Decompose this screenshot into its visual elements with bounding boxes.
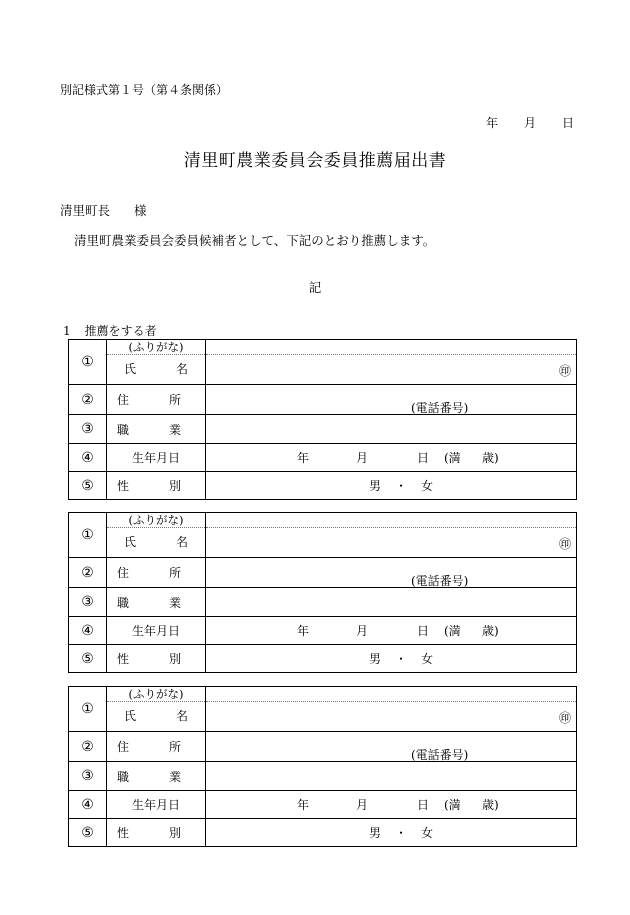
name-label-cell: [107, 340, 206, 385]
section-name: 推薦をする者: [84, 324, 157, 338]
furigana-label: (ふりがな): [107, 513, 205, 528]
name-label-cell: [107, 513, 206, 558]
occupation-field[interactable]: [206, 415, 577, 444]
birthdate-label: 生年月日: [107, 444, 206, 472]
male-option[interactable]: 男: [368, 826, 381, 840]
address-field[interactable]: [206, 558, 577, 588]
seal-icon: ㊞: [558, 364, 571, 378]
name-label: 氏 名: [123, 709, 202, 723]
sex-field[interactable]: [206, 819, 577, 847]
row-number: ①: [69, 513, 107, 558]
age-open-label: (満: [444, 624, 461, 638]
section-title: [63, 322, 157, 339]
birthdate-field[interactable]: [206, 617, 577, 645]
female-option[interactable]: 女: [421, 652, 434, 666]
row-number: ④: [69, 617, 107, 645]
ki-heading: 記: [308, 280, 322, 295]
address-row: [69, 385, 577, 415]
address-label: 住 所: [107, 385, 206, 415]
name-field[interactable]: [206, 687, 577, 732]
address-row: [69, 558, 577, 588]
birthdate-row: [69, 617, 577, 645]
birthdate-field[interactable]: [206, 444, 577, 472]
male-option[interactable]: 男: [368, 652, 381, 666]
name-label: 氏 名: [123, 535, 202, 549]
month-label: 月: [356, 451, 369, 465]
day-label: 日: [417, 624, 430, 638]
female-option[interactable]: 女: [421, 479, 434, 493]
birthdate-row: [69, 444, 577, 472]
row-number: ⑤: [69, 819, 107, 847]
seal-icon: ㊞: [558, 537, 571, 551]
row-number: ④: [69, 791, 107, 819]
form-label: 別記様式第１号（第４条関係）: [60, 83, 229, 97]
occupation-field[interactable]: [206, 762, 577, 791]
name-row: [69, 513, 577, 558]
year-label: 年: [297, 624, 310, 638]
name-field[interactable]: [206, 513, 577, 558]
sex-field[interactable]: [206, 472, 577, 500]
row-number: ④: [69, 444, 107, 472]
furigana-label: (ふりがな): [107, 340, 205, 355]
age-close-label: 歳): [482, 451, 499, 465]
row-number: ③: [69, 588, 107, 617]
year-label: 年: [297, 451, 310, 465]
name-row: [69, 687, 577, 732]
year-label: 年: [297, 798, 310, 812]
sex-separator: ・: [394, 826, 407, 840]
addressee-name: 清里町長: [60, 203, 111, 218]
occupation-row: [69, 762, 577, 791]
nominee-table-3: [68, 686, 577, 847]
section-number: 1: [63, 324, 71, 338]
row-number: ⑤: [69, 472, 107, 500]
sex-label: 性 別: [107, 645, 206, 673]
address-field[interactable]: [206, 732, 577, 762]
occupation-label: 職 業: [107, 588, 206, 617]
birthdate-field[interactable]: [206, 791, 577, 819]
sex-label: 性 別: [107, 472, 206, 500]
nominee-table-2: [68, 512, 577, 673]
row-number: ②: [69, 558, 107, 588]
occupation-field[interactable]: [206, 588, 577, 617]
row-number: ①: [69, 687, 107, 732]
furigana-divider: [206, 354, 576, 355]
sex-row: [69, 819, 577, 847]
row-number: ②: [69, 732, 107, 762]
furigana-divider: [206, 701, 576, 702]
month-label: 月: [356, 624, 369, 638]
row-number: ⑤: [69, 645, 107, 673]
name-field[interactable]: [206, 340, 577, 385]
date-month-label: 月: [524, 116, 537, 130]
female-option[interactable]: 女: [421, 826, 434, 840]
sex-row: [69, 472, 577, 500]
occupation-label: 職 業: [107, 762, 206, 791]
age-close-label: 歳): [482, 798, 499, 812]
address-row: [69, 732, 577, 762]
sex-field[interactable]: [206, 645, 577, 673]
occupation-label: 職 業: [107, 415, 206, 444]
month-label: 月: [356, 798, 369, 812]
addressee-honorific: 様: [134, 203, 147, 218]
address-label: 住 所: [107, 558, 206, 588]
furigana-divider: [206, 527, 576, 528]
page-title: 清里町農業委員会委員推薦届出書: [183, 151, 447, 171]
sex-separator: ・: [394, 652, 407, 666]
sex-label: 性 別: [107, 819, 206, 847]
address-label: 住 所: [107, 732, 206, 762]
row-number: ②: [69, 385, 107, 415]
name-label-cell: [107, 687, 206, 732]
occupation-row: [69, 588, 577, 617]
phone-label: (電話番号): [411, 574, 469, 588]
age-close-label: 歳): [482, 624, 499, 638]
date-day-label: 日: [562, 116, 575, 130]
birthdate-label: 生年月日: [107, 791, 206, 819]
occupation-row: [69, 415, 577, 444]
name-row: [69, 340, 577, 385]
addressee: [60, 201, 147, 219]
row-number: ③: [69, 762, 107, 791]
name-label: 氏 名: [123, 362, 202, 376]
nominee-table-1: [68, 339, 577, 500]
body-text: 清里町農業委員会委員候補者として、下記のとおり推薦します。: [74, 233, 436, 248]
age-open-label: (満: [444, 798, 461, 812]
sex-separator: ・: [394, 479, 407, 493]
day-label: 日: [417, 798, 430, 812]
row-number: ③: [69, 415, 107, 444]
address-field[interactable]: [206, 385, 577, 415]
furigana-label: (ふりがな): [107, 687, 205, 702]
age-open-label: (満: [444, 451, 461, 465]
birthdate-label: 生年月日: [107, 617, 206, 645]
row-number: ①: [69, 340, 107, 385]
phone-label: (電話番号): [411, 401, 469, 415]
phone-label: (電話番号): [411, 748, 469, 762]
date-year-label: 年: [486, 116, 499, 130]
seal-icon: ㊞: [558, 711, 571, 725]
birthdate-row: [69, 791, 577, 819]
male-option[interactable]: 男: [368, 479, 381, 493]
day-label: 日: [417, 451, 430, 465]
sex-row: [69, 645, 577, 673]
